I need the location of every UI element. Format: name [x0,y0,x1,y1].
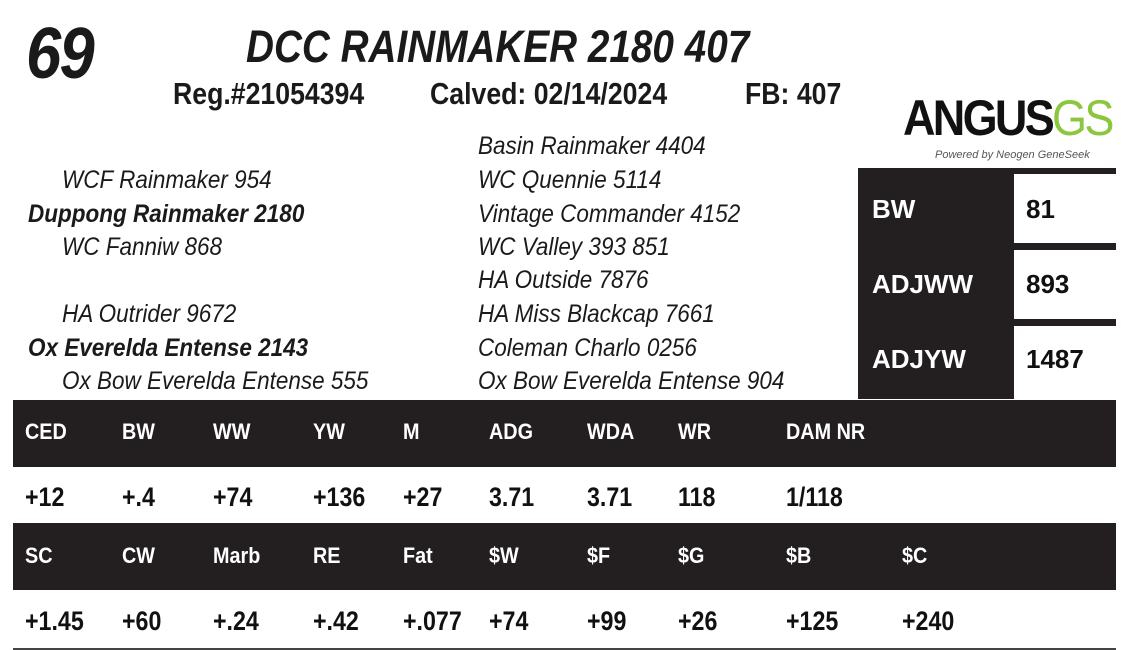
epd-header: $B [786,543,812,568]
logo-accent: GS [1052,90,1112,146]
lot-number: 69 [26,14,93,94]
epd-value: 118 [678,482,716,512]
epd-value: +27 [403,482,443,512]
epd-header: Fat [403,543,433,568]
weight-label-adjyw: ADJYW [872,344,966,374]
pedigree-dam-sire: HA Outrider 9672 [62,300,237,328]
epd-value: 1/118 [786,482,843,512]
pedigree-gen3-item: Coleman Charlo 0256 [478,334,697,362]
epd-header: Marb [213,543,261,568]
weight-value-adjyw: 1487 [1026,344,1084,374]
animal-name: DCC RAINMAKER 2180 407 [246,21,750,72]
epd-header: WDA [587,419,635,444]
pedigree-sire-dam: WC Fanniw 868 [62,233,223,261]
epd-value: +.4 [122,482,155,512]
epd-header: ADG [489,419,534,444]
epd-value: +26 [678,606,718,636]
weight-value-adjww: 893 [1026,269,1070,299]
epd-header: CW [122,543,155,568]
angus-gs-logo [903,90,1112,167]
epd-value: +136 [313,482,366,512]
epd-header: BW [122,419,155,444]
epd-value: +74 [489,606,529,636]
epd-header: WW [213,419,251,444]
weight-label-adjww: ADJWW [872,269,974,299]
epd-value: +12 [25,482,65,512]
epd-header: $W [489,543,519,568]
pedigree-gen3-item: HA Outside 7876 [478,266,649,294]
registration-number: Reg.#21054394 [173,76,365,111]
epd-value: +.42 [313,606,359,636]
epd-value: +125 [786,606,839,636]
epd-header-band-2 [13,523,1116,590]
epd-value: 3.71 [587,482,633,512]
pedigree-gen3-item: WC Valley 393 851 [478,233,670,261]
epd-value: +.24 [213,606,259,636]
fb-number: FB: 407 [745,76,842,111]
epd-value: 3.71 [489,482,535,512]
calved-date: Calved: 02/14/2024 [430,76,668,111]
pedigree-gen3-item: Vintage Commander 4152 [478,200,741,228]
epd-header: $F [587,543,611,568]
epd-header: YW [313,419,345,444]
pedigree-gen3-item: Ox Bow Everelda Entense 904 [478,367,785,395]
epd-value: +74 [213,482,253,512]
epd-header: M [403,419,420,444]
epd-header: RE [313,543,341,568]
pedigree-sire: Duppong Rainmaker 2180 [28,200,305,228]
epd-value: +.077 [403,606,462,636]
epd-header: DAM NR [786,419,866,444]
pedigree-gen3-item: Basin Rainmaker 4404 [478,132,706,160]
pedigree-dam: Ox Everelda Entense 2143 [28,334,309,362]
epd-header: WR [678,419,711,444]
epd-header: $C [902,543,928,568]
epd-value: +240 [902,606,955,636]
epd-value: +1.45 [25,606,84,636]
pedigree-gen3-item: WC Quennie 5114 [478,166,662,194]
epd-value: +60 [122,606,162,636]
epd-header: SC [25,543,53,568]
pedigree-gen3-item: HA Miss Blackcap 7661 [478,300,715,328]
pedigree-sire-sire: WCF Rainmaker 954 [62,166,272,194]
weight-label-bw: BW [872,194,916,224]
logo-main: ANGUS [903,90,1053,146]
weight-value-bw: 81 [1026,194,1055,224]
logo-tagline: Powered by Neogen GeneSeek [935,149,1090,161]
epd-value: +99 [587,606,627,636]
epd-header: CED [25,419,67,444]
epd-header-band-1 [13,400,1116,467]
epd-header: $G [678,543,705,568]
pedigree-dam-dam: Ox Bow Everelda Entense 555 [62,367,369,395]
